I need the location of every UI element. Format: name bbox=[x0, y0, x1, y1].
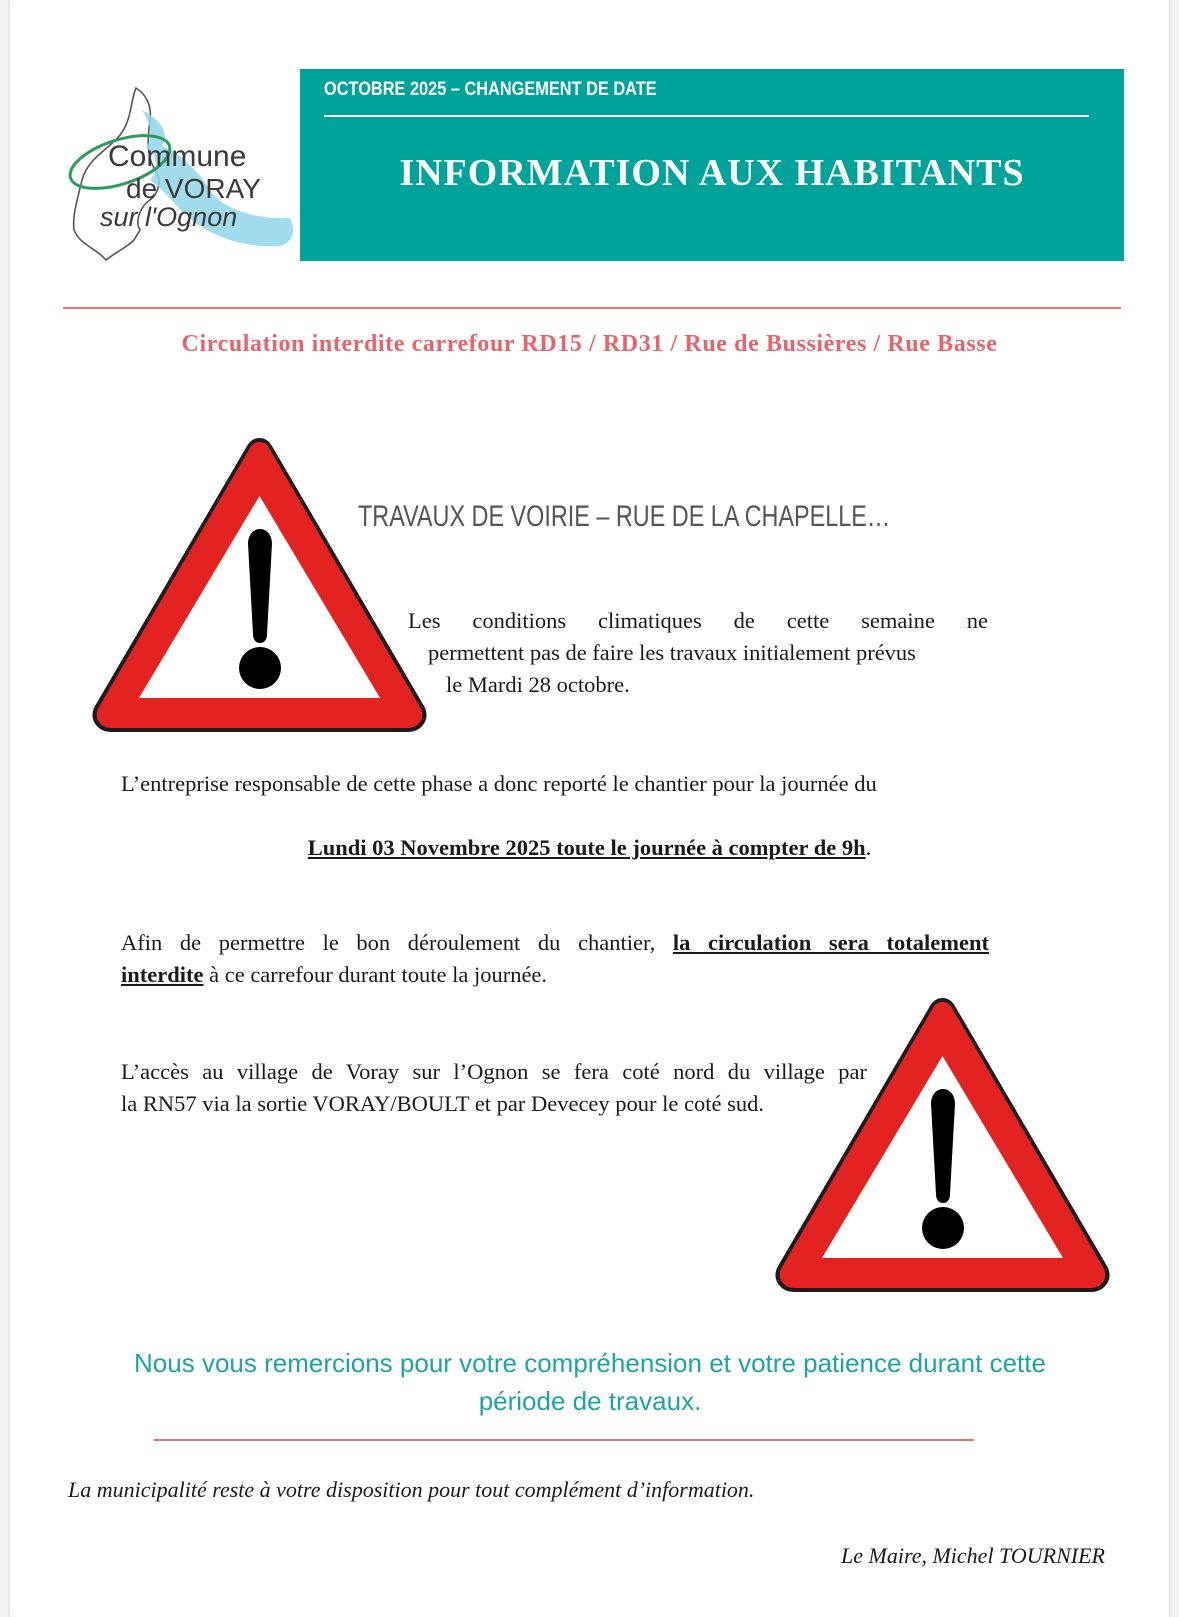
closure-paragraph bbox=[121, 927, 989, 991]
thanks-line-2: période de travaux. bbox=[478, 1386, 702, 1416]
new-date-period: . bbox=[865, 835, 872, 860]
header-title: INFORMATION AUX HABITANTS bbox=[399, 152, 1025, 194]
warning-sign-icon bbox=[771, 994, 1114, 1296]
weather-line-2: permettent pas de faire les travaux initialement prévus bbox=[428, 640, 916, 665]
notice-page bbox=[10, 0, 1169, 1617]
weather-line-1: Les conditions climatiques de cette semaine ne bbox=[408, 608, 988, 633]
new-date-paragraph bbox=[10, 832, 1169, 864]
new-date-text: Lundi 03 Novembre 2025 toute le journée à compter de 9h bbox=[307, 835, 866, 860]
header-kicker: OCTOBRE 2025 – CHANGEMENT DE DATE bbox=[324, 79, 657, 100]
disposition-note: La municipalité reste à votre disposition pour tout complément d’information. bbox=[68, 1477, 755, 1502]
closure-emphasis-b: interdite bbox=[121, 962, 204, 987]
logo-line-voray: de VORAY bbox=[126, 173, 261, 204]
logo-line-commune: Commune bbox=[108, 140, 247, 173]
header-banner bbox=[300, 69, 1124, 261]
mayor-signature: Le Maire, Michel TOURNIER bbox=[841, 1543, 1105, 1568]
commune-logo bbox=[50, 80, 305, 265]
weather-paragraph bbox=[408, 605, 988, 701]
access-line-2: la RN57 via la sortie VORAY/BOULT et par Devecey pour le coté sud. bbox=[121, 1091, 765, 1116]
postponed-paragraph: L’entreprise responsable de cette phase a donc reporté le chantier pour la journée du bbox=[121, 771, 877, 796]
warning-sign-icon bbox=[88, 434, 431, 736]
works-title: TRAVAUX DE VOIRIE – RUE DE LA CHAPELLE… bbox=[358, 500, 891, 533]
traffic-subtitle: Circulation interdite carrefour RD15 / RD31 / Rue de Bussières / Rue Basse bbox=[181, 331, 998, 357]
closure-end: à ce carrefour durant toute la journée. bbox=[203, 962, 548, 987]
closure-line-1 bbox=[121, 927, 989, 959]
thanks-line-1: Nous vous remercions pour votre compréhension et votre patience durant cette bbox=[134, 1348, 1046, 1378]
closure-emphasis-a: la circulation sera totalement bbox=[672, 930, 989, 955]
thanks-message bbox=[70, 1344, 1110, 1420]
access-line-1: L’accès au village de Voray sur l’Ognon se fera coté nord du village par bbox=[121, 1059, 867, 1084]
access-paragraph bbox=[121, 1056, 867, 1120]
weather-line-3: le Mardi 28 octobre. bbox=[446, 672, 630, 697]
header-divider bbox=[324, 115, 1089, 117]
closure-intro: Afin de permettre le bon déroulement du chantier, bbox=[121, 930, 673, 955]
logo-line-ognon: sur l'Ognon bbox=[100, 202, 238, 232]
bottom-divider bbox=[154, 1439, 974, 1441]
top-divider bbox=[63, 307, 1121, 309]
